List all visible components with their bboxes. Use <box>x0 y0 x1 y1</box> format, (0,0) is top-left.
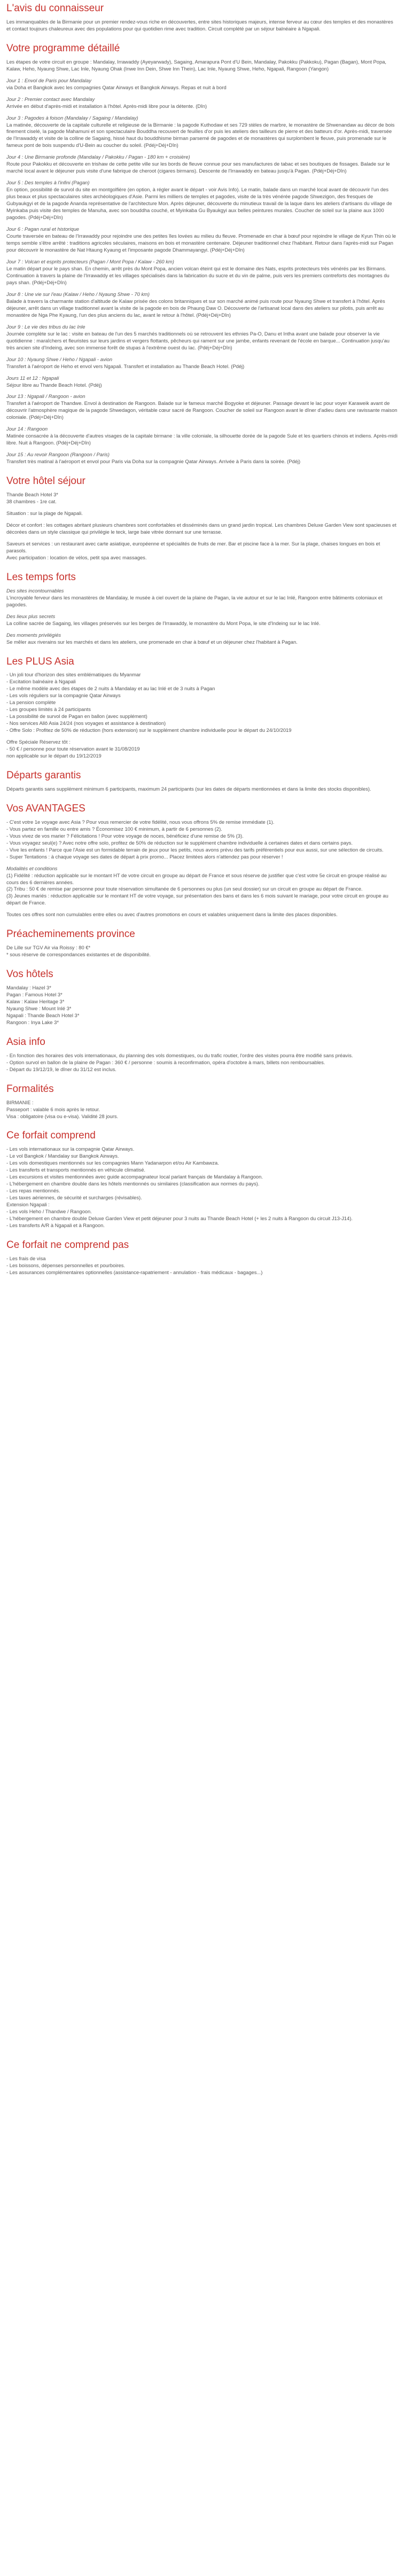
day-title: Jour 14 : Rangoon <box>6 426 48 432</box>
comprend-item: - Les repas mentionnés. <box>6 1188 60 1194</box>
section-title-ne-comprend-pas: Ce forfait ne comprend pas <box>6 1239 129 1251</box>
comprend-item: - Le vol Bangkok / Mandalay sur Bangkok Airways. <box>6 1153 119 1159</box>
hotel-item: Nyaung Shwe : Mount Inlé 3* <box>6 1005 72 1011</box>
plus-item: - Les vols réguliers sur la compagnie Qatar Airways <box>6 692 121 699</box>
comprend-item: - Les excursions et visites mentionnées avec guide accompagnateur local parlant français de Mandalay à Rangoon. <box>6 1174 263 1180</box>
intro-text: Les immanquables de la Birmanie pour un premier rendez-vous riche en découvertes, entre sites historiques majeurs, intense ferveur au cœur des temples et des monastères et contact toujours chaleureux avec des populations pour qui quotidien rime avec tradition. Circuit complété par un séjour balnéaire à Ngapali. <box>6 18 393 32</box>
comprend-item: - Les vols Heho / Thandwe / Rangoon. <box>6 1208 92 1215</box>
hotel-item: Mandalay : Hazel 3* <box>6 985 51 991</box>
section-title-plus: Les PLUS Asia <box>6 655 74 667</box>
avantages-conditions: (1) Fidélité : réduction applicable sur le montant HT de votre circuit en groupe au départ de France et sous réserve de justifier que c'est votre 5e circuit en groupe réalisé au cours des 6 dernières années. (2) Tribu : 50 € de remise par personne pour toute réservation simultanée de 6 personnes ou plus (un seul dossier) sur un circuit en groupe au départ de France. (3) Jeunes mariés : réduction applicable sur le montant HT de votre voyage, sur présentation des bans et dans les 6 mois suivant le mariage, pour votre circuit en groupe au départ de France. <box>6 872 388 906</box>
avantages-item: - C'est votre 1e voyage avec Asia ? Pour vous remercier de votre fidélité, nous vous offrons 5% de remise immédiate (1). <box>6 818 275 825</box>
section-title-hotels: Vos hôtels <box>6 969 53 980</box>
comprend-item: - Les vols domestiques mentionnés sur les compagnies Mann Yadanarpon et/ou Air Kambawza. <box>6 1160 219 1166</box>
plus-item: - Excitation balnéaire à Ngapali <box>6 678 76 685</box>
hotel-activites: Avec participation : location de vélos, petit spa avec massages. <box>6 554 147 560</box>
comprend-item: Extension Ngapali : <box>6 1201 50 1208</box>
plus-item: - La possibilité de survol de Pagan en ballon (avec supplément) <box>6 713 147 720</box>
avantages-item: - Vous vivez de vos marier ? Félicitations ! Pour votre voyage de noces, bénéficiez d'une remise de 5% (3). <box>6 832 244 839</box>
comprend-item: - L'hébergement en chambre double Deluxe Garden View et petit déjeuner pour 3 nuits au Thande Beach Hotel (+ les 2 nuits à Rangoon du circuit J13-J14). <box>6 1215 353 1222</box>
day-description: Arrivée en début d'après-midi et installation à l'hôtel. Après-midi libre pour la détente. (Dîn) <box>6 103 207 109</box>
day-title: Jour 5 : Des temples à l'infini (Pagan) <box>6 179 90 186</box>
plus-item: - Offre Solo : Profitez de 50% de réduction (hors extension) sur le supplément chambre individuelle pour le départ du 24/10/2019 <box>6 727 292 733</box>
preach-note: * sous réserve de correspondances existantes et de disponibilité. <box>6 951 151 958</box>
hotel-services <box>6 541 399 561</box>
temps-moments: Se mêler aux riverains sur les marchés et dans les ateliers, une promenade en char à bœuf et un déjeuner chez l'habitant à Pagan. <box>6 638 298 645</box>
day-description: Journée complète sur le lac : visite en bateau de l'un des 5 marchés traditionnels où se retrouvent les ethnies Pa-O, Danu et Intha avant une balade pour observer la vie quotidienne : maraîchers et fleuristes sur leurs jardins et vergers flottants, pêcheurs qui rament sur une jambe, enfants revenant de l'école en barque... Continuation jusqu'au très ancien site d'Indeing, avec son immense forêt de stupas à l'extrême ouest du lac. (Pdéj+Déj+Dîn) <box>6 330 390 350</box>
formalites-item: Passeport : valable 6 mois après le retour. <box>6 1106 100 1112</box>
hotel-item: Rangoon : Inya Lake 3* <box>6 1019 59 1025</box>
formalites-item: BIRMANIE : <box>6 1099 34 1105</box>
day-description: Route pour Pakokku et découverte en trishaw de cette petite ville sur les bords de fleuve connue pour ses manufactures de tabac et ses boutiques de fissages. Balade sur le marché local avant le déjeuner puis visite d'une fabrique de cheroot (cigares birmans). Descente de l'Irrawaddy en bateau jusqu'à Pagan. (Pdéj+Déj+Dîn) <box>6 161 390 174</box>
info-item: - Départ du 19/12/19, le dîner du 31/12 est inclus. <box>6 1066 116 1072</box>
comprend-item: - L'hébergement en chambre double dans les hôtels mentionnés ou similaires (classification aux normes du pays). <box>6 1181 260 1187</box>
hotel-item: Kalaw : Kalaw Heritage 3* <box>6 998 65 1005</box>
day-title: Jour 6 : Pagan rural et historique <box>6 226 80 232</box>
section-title-temps-forts: Les temps forts <box>6 571 76 583</box>
temps-lieux-heading: Des lieux plus secrets <box>6 613 56 619</box>
plus-item: - Un joli tour d'horizon des sites emblématiques du Myanmar <box>6 672 141 678</box>
avantages-item: - Super Tentations : à chaque voyage ses dates de départ à prix promo... Placez limitées alors n'attendez pas pour réserver ! <box>6 853 283 860</box>
plus-offer-heading: Offre Spéciale Réservez tôt : <box>6 739 71 745</box>
day-title: Jour 4 : Une Birmanie profonde (Mandalay / Pakokku / Pagan - 180 km + croisière) <box>6 154 190 160</box>
plus-item: - Les groupes limités à 24 participants <box>6 706 91 713</box>
day-title: Jours 11 et 12 : Ngapali <box>6 374 59 381</box>
avantages-conditions-heading: Modalités et conditions <box>6 865 58 871</box>
section-title-programme: Votre programme détaillé <box>6 42 120 54</box>
hotel-name: Thande Beach Hotel 3* <box>6 491 58 498</box>
plus-offer-line: - 50 € / personne pour toute réservation avant le 31/08/2019 <box>6 746 140 752</box>
day-description: En option, possibilité de survol du site en montgolfière (en option, à régler avant le départ - voir Avis Info). Le matin, balade dans un marché local avant de découvrir l'un des plus beaux et plus spectaculaires sites archéologiques d'Asie. Parmi les milliers de temples et pagodes, visite de la très vénérée pagode Shwezigon, des fresques de Gubyaukgyi et de la pagode Ananda représentative de l'architecture Mon. Après déjeuner, découverte du minutieux travail de la laque dans les ateliers d'artisans du village de Myinkaba puis visite des temples de Manuha, avec son bouddha couché, et Myinkaba Gu Byaukgyi aux belles peintures murales. Coucher de soleil sur la plaine aux 1000 pagodes. (Pdéj+Déj+Dîn) <box>6 186 392 221</box>
noncomprend-item: - Les frais de visa <box>6 1255 46 1261</box>
section-title-avantages: Vos AVANTAGES <box>6 802 85 814</box>
temps-lieux: La colline sacrée de Sagaing, les villages préservés sur les berges de l'Irrawaddy, le monastère du Mont Popa, le site d'Indeing sur le lac Inlé. <box>6 620 321 626</box>
day-description: Transfert très matinal à l'aéroport et envol pour Paris via Doha sur la compagnie Qatar Airways. Arrivée à Paris dans la soirée. (Pdéj) <box>6 458 301 465</box>
plus-offer-line: non applicable sur le départ du 19/12/2019 <box>6 753 102 759</box>
day-description: Transfert à l'aéroport de Heho et envol vers Ngapali. Transfert et installation au Thande Beach Hotel. (Pdéj) <box>6 363 245 369</box>
section-title-preacheminements: Préacheminements province <box>6 928 135 940</box>
day-title: Jour 7 : Volcan et esprits protecteurs (Pagan / Mont Popa / Kalaw - 260 km) <box>6 258 174 264</box>
day-description: Matinée consacrée à la découverte d'autres visages de la capitale birmane : la ville coloniale, la silhouette dorée de la pagode Sule et les quartiers chinois et indiens. Après-midi libre. Nuit à Rangoon. (Pdéj+Déj+Dîn) <box>6 433 398 446</box>
comprend-item: - Les taxes aériennes, de sécurité et surcharges (révisables). <box>6 1195 142 1201</box>
section-title-departs: Départs garantis <box>6 770 81 782</box>
hotel-item: Pagan : Famous Hotel 3* <box>6 992 63 998</box>
avantages-item: - Vous voyagez seul(e) ? Avec notre offre solo, profitez de 50% de réduction sur le supplément chambre individuelle à certaines dates et dans certains pays. <box>6 839 353 846</box>
section-title-avis: L'avis du connaisseur <box>6 3 104 14</box>
noncomprend-item: - Les assurances complémentaires optionnelles (assistance-rapatriement - annulation - frais médicaux - bagages...) <box>6 1269 263 1275</box>
temps-moments-heading: Des moments privilégiés <box>6 631 61 638</box>
day-title: Jour 1 : Envol de Paris pour Mandalay <box>6 77 91 83</box>
hotels-list <box>6 985 399 1026</box>
departs-text: Départs garantis sans supplément minimum 6 participants, maximum 24 participants (sur les dates de départs mentionnées et dans la limite des stocks disponibles). <box>6 785 371 792</box>
section-title-hotel: Votre hôtel séjour <box>6 475 85 487</box>
plus-item: - La pension complète <box>6 699 56 706</box>
avantages-list <box>6 819 399 861</box>
plus-item: - Le même modèle avec des étapes de 2 nuits à Mandalay et au lac Inlé et de 3 nuits à Pagan <box>6 685 215 692</box>
info-item: - Option survol en ballon de la plaine de Pagan : 360 € / personne : soumis à reconfirmation, opéra d'octobre à mars, billets non remboursables. <box>6 1059 325 1065</box>
preach-text: De Lille sur TGV Air via Roissy : 80 €* <box>6 944 91 951</box>
noncomprend-item: - Les boissons, dépenses personnelles et pourboires. <box>6 1262 126 1268</box>
plus-list <box>6 672 399 734</box>
day-list <box>6 77 399 466</box>
day-description: via Doha et Bangkok avec les compagnies Qatar Airways et Bangkok Airways. Repas et nuit à bord <box>6 84 227 90</box>
day-title: Jour 8 : Une vie sur l'eau (Kalaw / Heho / Nyaung Shwe - 70 km) <box>6 291 150 297</box>
avantages-item: - Vous partez en famille ou entre amis ? Économisez 100 € minimum, à partir de 6 personnes (2). <box>6 825 222 832</box>
day-description: Le matin départ pour le pays shan. En chemin, arrêt près du Mont Popa, ancien volcan éteint qui est le domaine des Nats, esprits protecteurs très vénérés par les Birmans. Continuation à travers la plaine de l'Irrawaddy et les villages spécialisés dans la fabrication du sucre et du vin de palme, puis vers les premiers contreforts des montagnes du pays shan. (Pdéj+Déj+Dîn) <box>6 265 390 285</box>
temps-sites-heading: Des sites incontournables <box>6 587 64 594</box>
noncomprend-list <box>6 1255 399 1276</box>
day-description: Balade à travers la charmante station d'altitude de Kalaw prisée des colons britanniques et sur son marché animé puis route pour Nyaung Shwe et transfert à l'hôtel. Après déjeuner, arrêt dans un village traditionnel avant la visite de la pagode en bois de Phaung Daw O. Découverte de l'artisanat local dans des ateliers sur pilotis, puis arrêt au monastère de Nga Phe Kyaung, l'un des plus anciens du lac, avant le retour à l'hôtel. (Pdéj+Déj+Dîn) <box>6 298 385 318</box>
temps-sites: L'incroyable ferveur dans les monastères de Mandalay, le musée à ciel ouvert de la plaine de Pagan, la vie autour et sur le lac Inlé, Rangoon entre bâtiments coloniaux et pagodes. <box>6 594 383 607</box>
comprend-list <box>6 1146 399 1229</box>
formalites-list <box>6 1099 399 1120</box>
day-title: Jour 15 : Au revoir Rangoon (Rangoon / Paris) <box>6 451 110 458</box>
day-description: Transfert à l'aéroport de Thandwe. Envol à destination de Rangoon. Balade sur le fameux marché Bogyoke et déjeuner. Passage devant le lac pour voyer Karaweik avant de découvrir l'atmosphère magique de la pagode Shwedagon, véritable cœur sacré de Rangoon. Coucher de soleil sur Rangoon avant le dîner d'adieu dans une ravissante maison coloniale. (Pdéj+Déj+Dîn) <box>6 400 398 420</box>
avantages-note: Toutes ces offres sont non cumulables entre elles ou avec d'autres promotions en cours et valables uniquement dans la limite des places disponibles. <box>6 911 338 918</box>
comprend-item: - Les transferts A/R à Ngapali et à Rangoon. <box>6 1222 105 1229</box>
day-description: Courte traversée en bateau de l'Irrawaddy pour rejoindre une des petites îles lovées au milieu du fleuve. Promenade en char à bœuf pour rejoindre le village de Kyun Thin où le temps semble s'être arrêté : traditions agricoles séculaires, maisons en bois et monastère centenaire. Déjeuner traditionnel chez l'habitant. Retour dans l'après-midi sur Pagan pour découvrir le monastère de Nat Htaung Kyaung et l'imposante pagode Dhammayangyi. (Pdéj+Déj+Dîn) <box>6 233 396 253</box>
day-description: Séjour libre au Thande Beach Hotel. (Pdéj) <box>6 381 102 388</box>
section-title-formalites: Formalités <box>6 1083 54 1095</box>
plus-item: - Nos services Allô Asia 24/24 (nos voyages et assistance à destination) <box>6 720 166 727</box>
avantages-item: - Vive les enfants ! Parce que l'Asie est un formidable terrain de jeux pour les petits, nous avons prévu des tarifs préférentiels pour eux aussi, sur une sélection de circuits. <box>6 846 384 853</box>
section-title-asia-info: Asia info <box>6 1036 45 1048</box>
hotel-decor: Décor et confort : les cottages abritant plusieurs chambres sont confortables et disséminés dans un grand jardin tropical. Les chambres Deluxe Garden View sont spacieuses et décorées dans un style classique qui privilégie le teck, large baie vitrée donnant sur une terrasse. <box>6 521 396 535</box>
plus-offer <box>6 739 399 760</box>
info-list <box>6 1052 399 1073</box>
section-title-comprend: Ce forfait comprend <box>6 1130 96 1142</box>
day-title: Jour 13 : Ngapali / Rangoon - avion <box>6 393 85 400</box>
preach-block <box>6 944 399 958</box>
day-title: Jour 2 : Premier contact avec Mandalay <box>6 96 95 102</box>
day-title: Jour 10 : Nyaung Shwe / Heho / Ngapali - avion <box>6 356 113 362</box>
comprend-item: - Les transferts et transports mentionnés en véhicule climatisé. <box>6 1167 146 1173</box>
comprend-item: - Les vols internationaux sur la compagnie Qatar Airways. <box>6 1146 135 1152</box>
day-description: La matinée, découverte de la capitale culturelle et religieuse de la Birmanie : la pagode Kuthodaw et ses 729 stèles de marbre, le monastère de Shwenandaw au décor de bois finement ciselé, la pagode Mahamuni et son spectaculaire Bouddha recouvert de feuilles d'or puis les ateliers des tailleurs de pierre et des batteurs d'or. Après-midi, traversée de l'Irrawaddy et visite de la colline de Sagaing, hissé haut du bouddhisme birman parsemé de pagodes et de monastères qui surplombent le fleuve, puis promenade sur le fameux pont de bois suspendu d'U-Bein au coucher du soleil. (Pdéj+Déj+Dîn) <box>6 121 395 149</box>
hotel-item: Ngapali : Thande Beach Hotel 3* <box>6 1012 80 1018</box>
day-title: Jour 9 : Le vie des tribus du lac Inle <box>6 323 85 330</box>
hotel-block <box>6 491 399 505</box>
hotel-saveurs: Saveurs et services : un restaurant avec carte asiatique, européenne et spécialités de fruits de mer. Bar et piscine face à la mer. Sur la plage, chaises longues en bois et parasols. <box>6 540 380 553</box>
formalites-item: Visa : obligatoire (visa ou e-visa). Validité 28 jours. <box>6 1113 119 1119</box>
hotel-situation: Situation : sur la plage de Ngapali. <box>6 510 83 517</box>
day-title: Jour 3 : Pagodes à foison (Mandalay / Sagaing / Mandalay) <box>6 114 138 121</box>
programme-summary: Les étapes de votre circuit en groupe : Mandalay, Irrawaddy (Ayeyarwady), Sagaing, Amarapura Pont d'U Bein, Mandalay, Pakokku (Pakkoku), Pagan (Bagan), Mont Popa, Kalaw, Heho, Nyaung Shwe, Lac Inle, Nyaung Ohak (Inwe Inn Dein, Shwe Inn Thein), Lac Inle, Nyaung Shwe, Heho, Ngapali, Rangoon (Yangon) <box>6 58 387 72</box>
info-item: - En fonction des horaires des vols internationaux, du planning des vols domestiques, ou du trafic routier, l'ordre des visites pourra être modifié sans préavis. <box>6 1052 353 1058</box>
hotel-rooms: 38 chambres - 1re cat. <box>6 498 57 505</box>
